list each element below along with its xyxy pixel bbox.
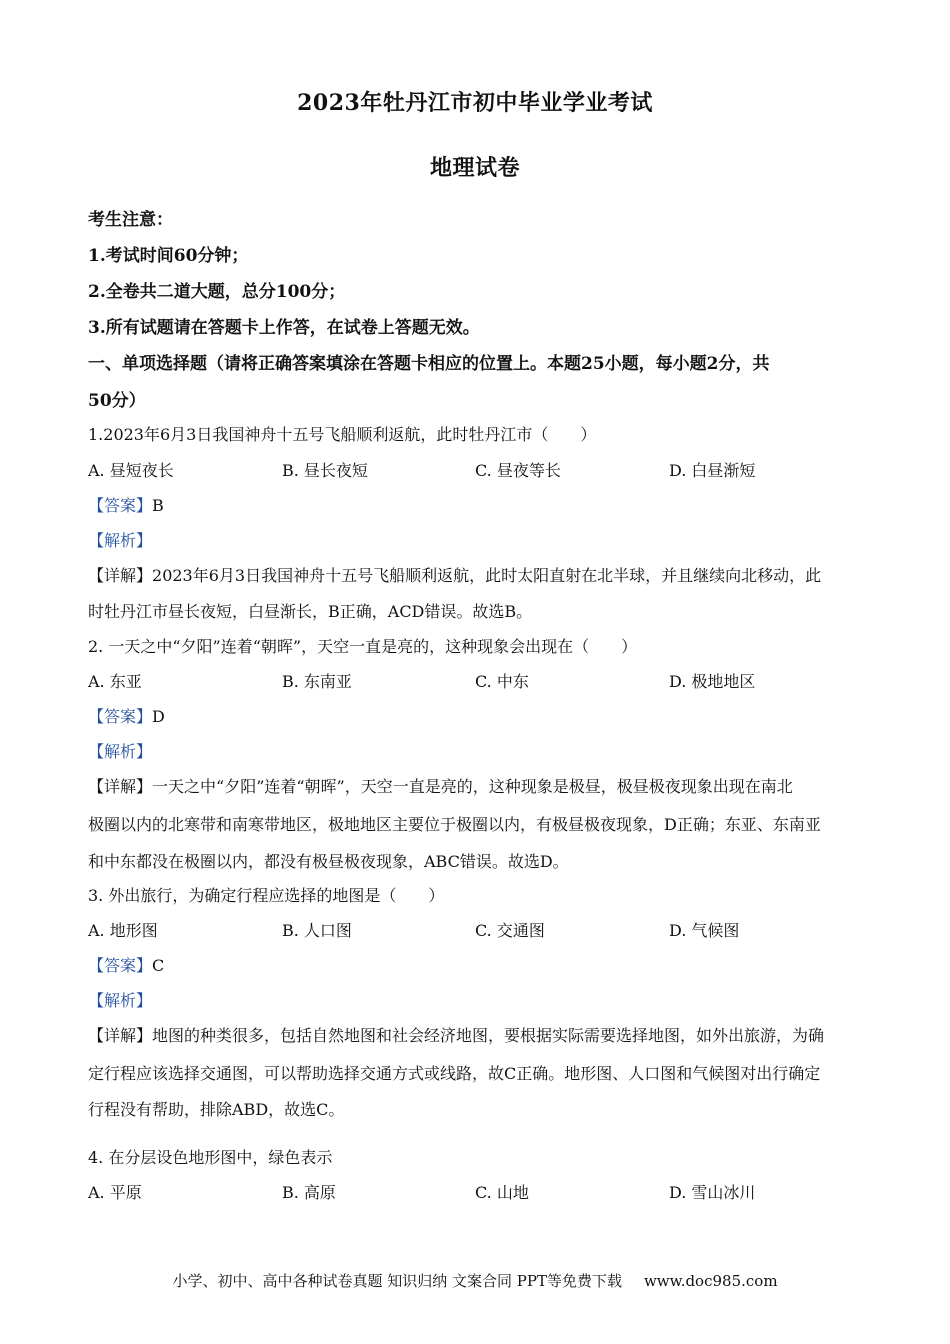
option: D. 白昼渐短 xyxy=(669,461,756,480)
detail-line: 定行程应该选择交通图，可以帮助选择交通方式或线路，故C正确。地形图、人口图和气候图对出行确定 xyxy=(88,1064,821,1083)
answer-line xyxy=(88,704,165,727)
detail-line: 和中东都没在极圈以内，都没有极昼极夜现象，ABC错误。故选D。 xyxy=(88,852,569,871)
section-heading: 一、单项选择题（请将正确答案填涂在答题卡相应的位置上。本题25小题，每小题2分，共 xyxy=(88,354,770,374)
option: B. 昼长夜短 xyxy=(282,461,368,480)
option: A. 地形图 xyxy=(88,921,158,940)
option: C. 交通图 xyxy=(475,921,545,940)
option: C. 中东 xyxy=(475,672,529,691)
answer-label: 【答案】 xyxy=(88,956,153,975)
option: D. 气候图 xyxy=(669,921,740,940)
exam-title: 2023年牡丹江市初中毕业学业考试 xyxy=(297,90,653,116)
notice-item: 2.全卷共二道大题，总分100分； xyxy=(88,282,346,302)
detail-line: 行程没有帮助，排除ABD，故选C。 xyxy=(88,1100,345,1119)
option: B. 高原 xyxy=(282,1183,336,1202)
detail-text: 地图的种类很多，包括自然地图和社会经济地图，要根据实际需要选择地图，如外出旅游，为确 xyxy=(152,1026,825,1045)
option: B. 人口图 xyxy=(282,921,352,940)
question-stem: 2. 一天之中“夕阳”连着“朝晖”，天空一直是亮的，这种现象会出现在（ ） xyxy=(88,637,638,656)
answer-value: C xyxy=(152,956,165,975)
option: D. 极地地区 xyxy=(669,672,756,691)
detail-line xyxy=(88,774,793,797)
option: D. 雪山冰川 xyxy=(669,1183,756,1202)
option: A. 平原 xyxy=(88,1183,142,1202)
analysis-label: 【解析】 xyxy=(88,531,153,550)
page-footer xyxy=(0,1270,950,1291)
section-heading-cont: 50分） xyxy=(88,391,146,411)
analysis-label: 【解析】 xyxy=(88,742,153,761)
answer-value: D xyxy=(152,707,165,726)
option: B. 东南亚 xyxy=(282,672,352,691)
answer-label: 【答案】 xyxy=(88,496,153,515)
option: C. 昼夜等长 xyxy=(475,461,561,480)
option: A. 东亚 xyxy=(88,672,142,691)
detail-line: 极圈以内的北寒带和南寒带地区，极地地区主要位于极圈以内，有极昼极夜现象，D正确；东亚、东南亚 xyxy=(88,815,821,834)
exam-subtitle: 地理试卷 xyxy=(429,155,520,181)
question-stem: 3. 外出旅行，为确定行程应选择的地图是（ ） xyxy=(88,886,445,905)
question-stem: 1.2023年6月3日我国神舟十五号飞船顺利返航，此时牡丹江市（ ） xyxy=(88,425,597,444)
detail-line xyxy=(88,563,821,586)
option: C. 山地 xyxy=(475,1183,529,1202)
detail-label: 【详解】 xyxy=(88,777,153,796)
analysis-label: 【解析】 xyxy=(88,991,153,1010)
notice-item: 3.所有试题请在答题卡上作答，在试卷上答题无效。 xyxy=(88,318,480,338)
answer-label: 【答案】 xyxy=(88,707,153,726)
detail-text: 2023年6月3日我国神舟十五号飞船顺利返航，此时太阳直射在北半球，并且继续向北移动，此 xyxy=(152,566,822,585)
notice-heading: 考生注意： xyxy=(88,210,173,230)
detail-text: 一天之中“夕阳”连着“朝晖”，天空一直是亮的，这种现象是极昼，极昼极夜现象出现在南北 xyxy=(152,777,793,796)
option: A. 昼短夜长 xyxy=(88,461,174,480)
answer-value: B xyxy=(152,496,164,515)
detail-label: 【详解】 xyxy=(88,566,153,585)
detail-line: 时牡丹江市昼长夜短，白昼渐长，B正确，ACD错误。故选B。 xyxy=(88,602,533,621)
detail-label: 【详解】 xyxy=(88,1026,153,1045)
notice-item: 1.考试时间60分钟； xyxy=(88,246,249,266)
detail-line xyxy=(88,1023,824,1046)
answer-line xyxy=(88,953,164,976)
footer-text: 小学、初中、高中各种试卷真题 知识归纳 文案合同 PPT等免费下载 xyxy=(172,1272,622,1290)
footer-site-link[interactable]: www.doc985.com xyxy=(643,1272,778,1290)
question-stem: 4. 在分层设色地形图中，绿色表示 xyxy=(88,1148,333,1167)
answer-line xyxy=(88,493,164,516)
